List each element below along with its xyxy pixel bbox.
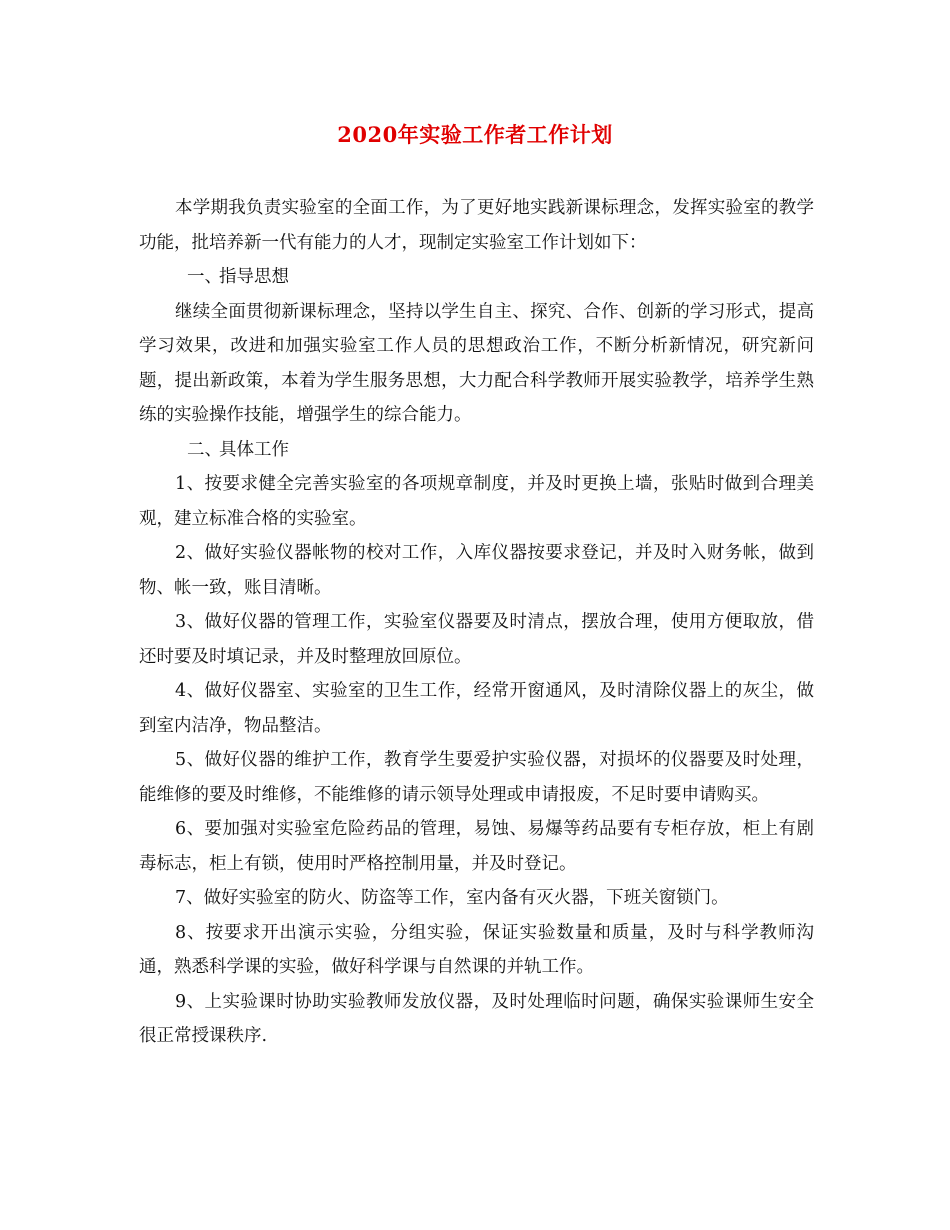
intro-paragraph: 本学期我负责实验室的全面工作，为了更好地实践新课标理念，发挥实验室的教学功能，批培养新一代有能力的人才，现制定实验室工作计划如下： bbox=[139, 198, 814, 253]
document-title: 2020年实验工作者工作计划 bbox=[337, 122, 613, 147]
work-item-5: 5、做好仪器的维护工作，教育学生要爱护实验仪器，对损坏的仪器要及时处理，能维修的要及时维修，不能维修的请示领导处理或申请报废，不足时要申请购买。 bbox=[139, 750, 814, 805]
section-paragraph-1: 继续全面贯彻新课标理念，坚持以学生自主、探究、合作、创新的学习形式，提高学习效果，改进和加强实验室工作人员的思想政治工作，不断分析新情况，研究新问题，提出新政策，本着为学生服务思想，大力配合科学教师开展实验教学，培养学生熟练的实验操作技能，增强学生的综合能力。 bbox=[139, 301, 814, 425]
section-title-2: 具体工作 bbox=[219, 439, 289, 460]
work-item-6: 6、要加强对实验室危险药品的管理，易蚀、易爆等药品要有专柜存放，柜上有剧毒标志，柜上有锁，使用时严格控制用量，并及时登记。 bbox=[139, 819, 814, 874]
work-item-2: 2、做好实验仪器帐物的校对工作，入库仪器按要求登记，并及时入财务帐，做到物、帐一致，账目清晰。 bbox=[139, 543, 814, 598]
section-heading-2 bbox=[139, 433, 814, 468]
work-item-8: 8、按要求开出演示实验，分组实验，保证实验数量和质量，及时与科学教师沟通，熟悉科学课的实验，做好科学课与自然课的并轨工作。 bbox=[139, 922, 814, 977]
section-number-2: 二、 bbox=[187, 439, 222, 460]
section-title-1: 指导思想 bbox=[219, 267, 289, 287]
work-item-7: 7、做好实验室的防火、防盗等工作，室内备有灭火器，下班关窗锁门。 bbox=[175, 888, 729, 908]
work-item-3: 3、做好仪器的管理工作，实验室仪器要及时清点，摆放合理，使用方便取放，借还时要及时填记录，并及时整理放回原位。 bbox=[139, 612, 814, 667]
section-number-1: 一、 bbox=[187, 267, 222, 287]
document-body bbox=[139, 191, 814, 1054]
work-item-9: 9、上实验课时协助实验教师发放仪器，及时处理临时问题，确保实验课师生安全很正常授课秩序. bbox=[139, 991, 814, 1046]
section-heading-1 bbox=[139, 260, 814, 295]
work-item-4: 4、做好仪器室、实验室的卫生工作，经常开窗通风，及时清除仪器上的灰尘，做到室内洁净，物品整洁。 bbox=[139, 681, 814, 736]
work-item-1: 1、按要求健全完善实验室的各项规章制度，并及时更换上墙，张贴时做到合理美观，建立标准合格的实验室。 bbox=[139, 474, 814, 529]
